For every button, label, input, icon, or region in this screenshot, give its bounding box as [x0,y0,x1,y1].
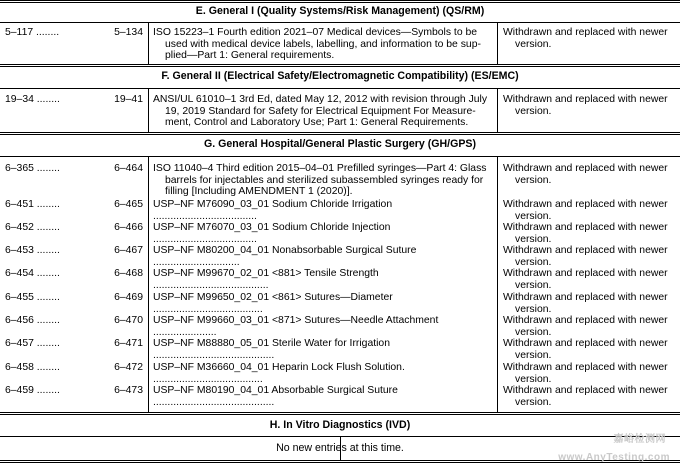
old-recognition-number: 6–457 ........ [5,338,60,349]
old-recognition-number: 6–459 ........ [5,385,60,396]
standard-title: USP–NF M99670_02_01 <881> Tensile Strength ........................................ [153,268,379,291]
action-line: Withdrawn and replaced with newer [503,199,668,210]
action-line: version. [515,38,552,50]
standard-title: USP–NF M99660_03_01 <871> Sutures—Needle Attachment ...................... [153,315,439,338]
standard-title: USP–NF M36660_04_01 Heparin Lock Flush Solution. ...................................... [153,362,405,385]
action-text [503,385,678,408]
action-text [503,27,678,50]
action-line: version. [515,256,552,268]
action-text [503,94,678,117]
action-line: version. [515,396,552,408]
standard-title-line: ment, Control and Laboratory Use; Part 1: General Requirements. [165,117,469,129]
old-recognition-number: 6–456 ........ [5,315,60,326]
action-text [503,222,678,245]
new-recognition-number: 6–468 [114,268,143,279]
action-line: Withdrawn and replaced with newer [503,245,668,256]
action-text [503,245,678,268]
old-recognition-number: 19–34 ........ [5,94,60,105]
old-recognition-number: 6–452 ........ [5,222,60,233]
standard-title: USP–NF M99650_02_01 <861> Sutures—Diameter ...................................... [153,292,393,315]
watermark-url: www.AnyTesting.com [558,452,670,464]
standard-title-line: ISO 15223–1 Fourth edition 2021–07 Medical devices—Symbols to be [153,27,478,38]
standard-title: USP–NF M80200_04_01 Nonabsorbable Surgical Suture .............................. [153,245,417,268]
old-recognition-number: 6–365 ........ [5,163,60,174]
action-line: version. [515,105,552,117]
new-recognition-number: 6–469 [114,292,143,303]
action-line: Withdrawn and replaced with newer [503,222,668,233]
section-rule [0,412,680,415]
column-divider [148,89,149,132]
old-recognition-number: 6–454 ........ [5,268,60,279]
standard-title-line: ISO 11040–4 Third edition 2015–04–01 Prefilled syringes—Part 4: Glass [153,163,487,174]
new-recognition-number: 6–470 [114,315,143,326]
standard-title: USP–NF M80190_04_01 Absorbable Surgical Suture .......................................... [153,385,398,408]
action-line: Withdrawn and replaced with newer [503,385,668,396]
new-recognition-number: 19–41 [114,94,143,105]
new-recognition-number: 6–472 [114,362,143,373]
standard-title [153,94,493,129]
section-rule [0,88,680,89]
new-recognition-number: 6–465 [114,199,143,210]
standard-title: USP–NF M88880_05_01 Sterile Water for Irrigation .......................................... [153,338,390,361]
section-rule [0,132,680,135]
action-line: Withdrawn and replaced with newer [503,362,668,373]
column-divider [497,23,498,64]
section-heading-e: E. General I (Quality Systems/Risk Management) (QS/RM) [195,5,485,17]
standard-title [153,163,493,198]
action-line: version. [515,349,552,361]
new-recognition-number: 6–466 [114,222,143,233]
standard-title-line: used with medical device labels, labelling, and information to be sup- [165,38,481,50]
column-divider [148,23,149,64]
new-recognition-number: 6–467 [114,245,143,256]
column-divider [148,157,149,412]
table-top-rule [0,0,680,3]
standard-title-line: 19, 2019 Standard for Safety for Electrical Equipment For Measure- [165,105,476,117]
watermark-brand: 嘉峪检测网 [613,434,666,446]
no-entries-note: No new entries at this time. [276,442,404,454]
new-recognition-number: 6–464 [114,163,143,174]
new-recognition-number: 6–471 [114,338,143,349]
old-recognition-number: 6–458 ........ [5,362,60,373]
action-text [503,292,678,315]
action-line: version. [515,279,552,291]
old-recognition-number: 6–451 ........ [5,199,60,210]
action-text [503,268,678,291]
action-text [503,163,678,186]
old-recognition-number: 6–455 ........ [5,292,60,303]
column-divider [497,89,498,132]
action-text [503,199,678,222]
standard-title-line: filling [Including AMENDMENT 1 (2020)]. [165,186,353,198]
action-line: version. [515,233,552,245]
new-recognition-number: 5–134 [114,27,143,38]
action-line: version. [515,373,552,385]
action-line: Withdrawn and replaced with newer [503,94,668,105]
action-line: version. [515,174,552,186]
section-heading-g: G. General Hospital/General Plastic Surgery (GH/GPS) [204,138,476,150]
standard-title: USP–NF M76090_03_01 Sodium Chloride Irrigation .................................... [153,199,393,222]
action-line: Withdrawn and replaced with newer [503,315,668,326]
action-line: Withdrawn and replaced with newer [503,338,668,349]
column-divider [340,437,341,460]
standard-title [153,27,493,62]
standard-title: USP–NF M76070_03_01 Sodium Chloride Injection .................................... [153,222,391,245]
standard-title-line: plied—Part 1: General requirements. [165,50,335,62]
action-line: Withdrawn and replaced with newer [503,27,668,38]
old-recognition-number: 6–453 ........ [5,245,60,256]
action-line: version. [515,303,552,315]
action-line: Withdrawn and replaced with newer [503,292,668,303]
action-text [503,315,678,338]
action-line: Withdrawn and replaced with newer [503,268,668,279]
standard-title-line: ANSI/UL 61010–1 3rd Ed, dated May 12, 2012 with revision through July [153,94,488,105]
action-text [503,338,678,361]
section-heading-f: F. General II (Electrical Safety/Electromagnetic Compatibility) (ES/EMC) [161,70,519,82]
action-line: Withdrawn and replaced with newer [503,163,668,174]
action-text [503,362,678,385]
section-heading-h: H. In Vitro Diagnostics (IVD) [269,419,411,431]
new-recognition-number: 6–473 [114,385,143,396]
column-divider [497,157,498,412]
section-rule [0,64,680,67]
old-recognition-number: 5–117 ........ [5,27,60,38]
action-line: version. [515,210,552,222]
section-rule [0,22,680,23]
standard-title-line: barrels for injectables and sterilized subassembled syringes ready for [165,174,484,186]
section-rule [0,156,680,157]
action-line: version. [515,326,552,338]
